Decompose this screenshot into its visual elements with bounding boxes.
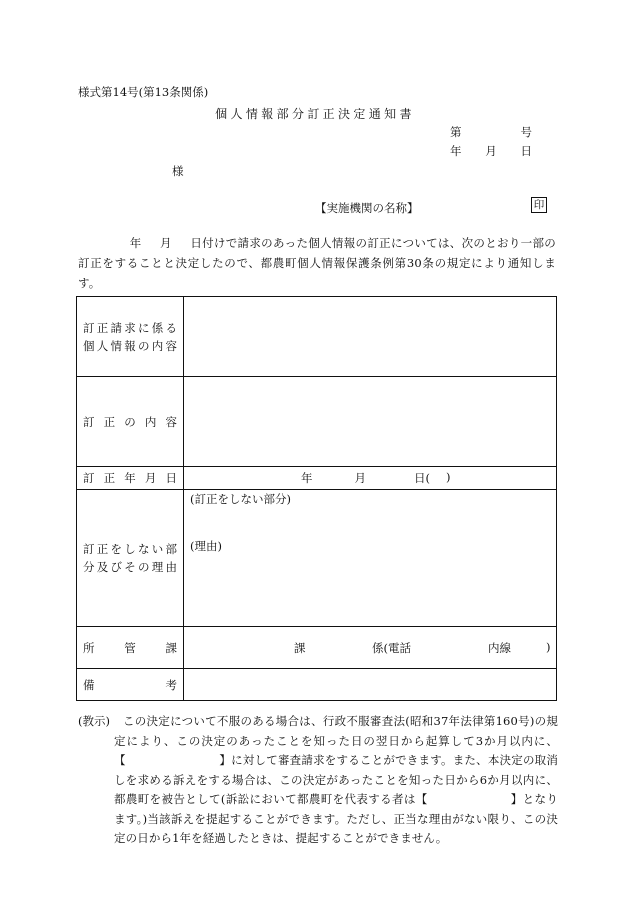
correction-date-year: 年: [301, 471, 313, 485]
table-row: [77, 627, 557, 669]
document-title: 個人情報部分訂正決定通知書: [215, 107, 415, 121]
row-label-correction-date: [77, 467, 184, 490]
correction-date-day: 日(: [414, 471, 430, 485]
table-row: [77, 490, 557, 627]
row6-label: 備考: [83, 677, 177, 692]
document-date: [450, 143, 532, 159]
remarks-field[interactable]: [184, 669, 557, 701]
row-label-request-content: [77, 297, 184, 377]
department-close: ): [546, 639, 551, 654]
decision-table: [76, 296, 557, 701]
table-row: [77, 297, 557, 377]
not-corrected-field[interactable]: [184, 490, 557, 627]
row-label-department: [77, 627, 184, 669]
correction-content-field[interactable]: [184, 377, 557, 467]
intro-month: 月: [159, 236, 172, 250]
row5-label: 所管課: [83, 640, 177, 655]
instruction-head: (教示): [78, 714, 110, 728]
not-corrected-part-label: (訂正をしない部分): [190, 492, 291, 506]
row-label-correction-content: [77, 377, 184, 467]
date-month: 月: [485, 144, 497, 158]
date-year: 年: [450, 144, 462, 158]
form-number: 様式第14号(第13条関係): [78, 85, 209, 99]
department-extension: 内線: [488, 640, 511, 655]
table-row: [77, 377, 557, 467]
date-day: 日: [520, 144, 532, 158]
number-suffix: 号: [520, 125, 532, 139]
table-row: [77, 467, 557, 490]
correction-date-close: ): [446, 470, 451, 484]
seal-stamp: 印: [531, 197, 547, 213]
intro-text: 日付けで請求のあった個人情報の訂正については、次のとおり一部の訂正をすることと決定したので、都農町個人情報保護条例第30条の規定により通知します。: [78, 236, 556, 290]
department-dept: 課: [294, 640, 306, 655]
addressee-suffix: 様: [172, 164, 184, 178]
row-label-remarks: [77, 669, 184, 701]
department-section: 係(電話: [372, 640, 411, 655]
row1-label-line1: 訂正請求に係る: [83, 320, 177, 335]
row3-label: 訂正年月日: [83, 471, 177, 485]
table-row: [77, 669, 557, 701]
request-content-field[interactable]: [184, 297, 557, 377]
intro-year: 年: [129, 236, 142, 250]
not-corrected-reason-label: (理由): [190, 539, 222, 553]
instruction-body: この決定について不服のある場合は、行政不服審査法(昭和37年法律第160号)の規定により、この決定のあったことを知った日の翌日から起算して3か月以内に、【 】に対して審査請求をすることができます。また、本決定の取消しを求める訴えをする場合は、この決定があったことを知った日から6か月以内に、都農町を被告として(訴訟において都農町を代表する者は【 】となります。)当該訴えを提起することができます。ただし、正当な理由がない限り、この決定の日から1年を経過したときは、提起することができません。: [114, 714, 558, 845]
correction-date-field[interactable]: [184, 467, 557, 490]
row-label-not-corrected: [77, 490, 184, 627]
instruction-note: [78, 712, 558, 849]
correction-date-month: 月: [354, 471, 366, 485]
row1-label-line2: 個人情報の内容: [83, 338, 177, 353]
agency-name-label: 【実施機関の名称】: [315, 201, 419, 215]
row4-label-line1: 訂正をしない部: [83, 542, 177, 556]
number-prefix: 第: [450, 125, 462, 139]
row2-label: 訂正の内容: [83, 414, 177, 429]
intro-paragraph: [78, 233, 556, 293]
department-field[interactable]: [184, 627, 557, 669]
document-number: [450, 124, 532, 140]
row4-label-line2: 分及びその理由: [83, 560, 177, 574]
